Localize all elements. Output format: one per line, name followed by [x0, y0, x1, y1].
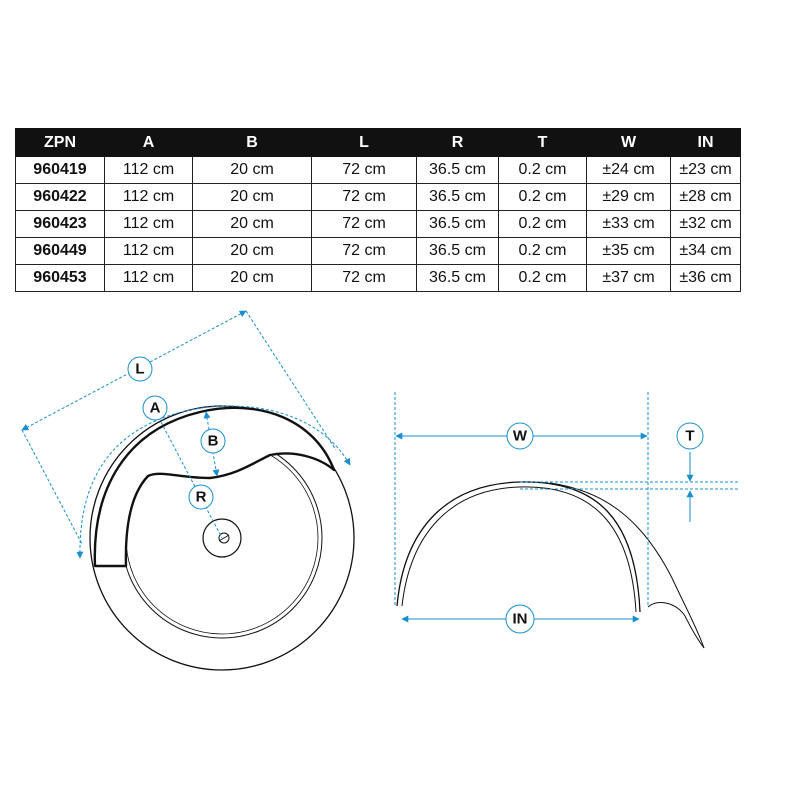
cell-a: 112 cm: [105, 238, 193, 265]
side-view: [22, 311, 354, 670]
header-l: L: [312, 129, 417, 157]
cell-b: 20 cm: [193, 238, 312, 265]
cell-r: 36.5 cm: [417, 211, 499, 238]
front-view: [395, 392, 738, 648]
header-r: R: [417, 129, 499, 157]
label-in: [506, 605, 534, 633]
cell-t: 0.2 cm: [499, 184, 587, 211]
cell-zpn: 960449: [16, 238, 105, 265]
cell-r: 36.5 cm: [417, 265, 499, 292]
cell-a: 112 cm: [105, 211, 193, 238]
cell-a: 112 cm: [105, 184, 193, 211]
cell-in: ±28 cm: [671, 184, 741, 211]
cell-b: 20 cm: [193, 157, 312, 184]
cell-l: 72 cm: [312, 157, 417, 184]
mudguard-flap: [648, 603, 704, 648]
cell-w: ±29 cm: [587, 184, 671, 211]
mudguard-front-outer: [397, 482, 640, 612]
header-b: B: [193, 129, 312, 157]
cell-l: 72 cm: [312, 184, 417, 211]
label-a: [143, 396, 167, 420]
cell-l: 72 cm: [312, 238, 417, 265]
header-zpn: ZPN: [16, 129, 105, 157]
label-w: [507, 423, 533, 449]
cell-t: 0.2 cm: [499, 211, 587, 238]
svg-text:A: A: [149, 399, 161, 417]
cell-l: 72 cm: [312, 265, 417, 292]
cell-zpn: 960419: [16, 157, 105, 184]
label-l: [128, 357, 152, 381]
svg-text:L: L: [135, 360, 145, 378]
cell-t: 0.2 cm: [499, 157, 587, 184]
cell-in: ±23 cm: [671, 157, 741, 184]
cell-zpn: 960453: [16, 265, 105, 292]
header-w: W: [587, 129, 671, 157]
label-b: [201, 429, 225, 453]
cell-in: ±36 cm: [671, 265, 741, 292]
cell-a: 112 cm: [105, 157, 193, 184]
header-a: A: [105, 129, 193, 157]
cell-t: 0.2 cm: [499, 238, 587, 265]
cell-b: 20 cm: [193, 265, 312, 292]
svg-text:B: B: [207, 432, 219, 450]
cell-in: ±32 cm: [671, 211, 741, 238]
svg-text:R: R: [195, 488, 207, 506]
header-in: IN: [671, 129, 741, 157]
cell-l: 72 cm: [312, 211, 417, 238]
cell-t: 0.2 cm: [499, 265, 587, 292]
cell-w: ±37 cm: [587, 265, 671, 292]
cell-in: ±34 cm: [671, 238, 741, 265]
cell-r: 36.5 cm: [417, 238, 499, 265]
svg-text:T: T: [685, 427, 695, 445]
svg-text:IN: IN: [512, 610, 528, 628]
cell-r: 36.5 cm: [417, 157, 499, 184]
cell-zpn: 960422: [16, 184, 105, 211]
svg-text:W: W: [512, 427, 528, 445]
cell-b: 20 cm: [193, 211, 312, 238]
cell-b: 20 cm: [193, 184, 312, 211]
cell-w: ±35 cm: [587, 238, 671, 265]
cell-zpn: 960423: [16, 211, 105, 238]
label-r: [189, 485, 213, 509]
header-t: T: [499, 129, 587, 157]
l-extension-1: [22, 430, 82, 544]
mudguard-back-curve: [550, 483, 704, 648]
cell-r: 36.5 cm: [417, 184, 499, 211]
cell-a: 112 cm: [105, 265, 193, 292]
cell-w: ±24 cm: [587, 157, 671, 184]
label-t: [677, 423, 703, 449]
cell-w: ±33 cm: [587, 211, 671, 238]
